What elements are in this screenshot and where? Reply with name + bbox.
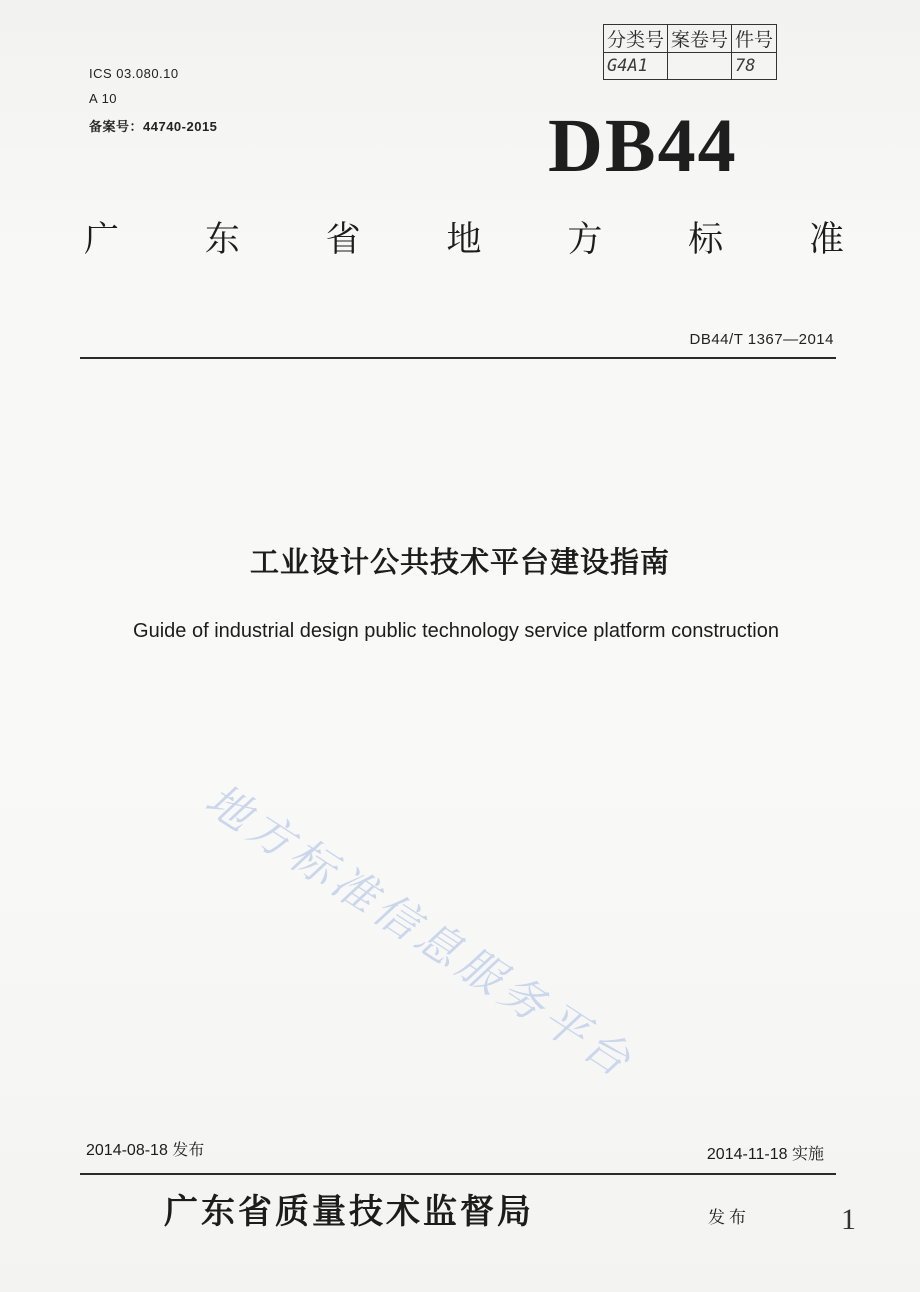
watermark: 地方标准信息服务平台 [196, 774, 644, 1090]
standard-logo: DB44 [548, 104, 738, 188]
standard-category-heading [84, 212, 844, 262]
heading-char: 准 [808, 220, 844, 260]
filing-number: 备案号：44740-2015 [89, 119, 218, 134]
release-date: 2014-08-18 发布 [86, 1142, 205, 1159]
footer-divider [80, 1173, 836, 1175]
stamp-header-file: 案卷号 [668, 25, 732, 53]
stamp-value-item: 78 [732, 53, 777, 80]
page-number: 1 [841, 1203, 856, 1236]
document-number: DB44/T 1367—2014 [689, 331, 834, 348]
title-english: Guide of industrial design public technology service platform construction [133, 620, 779, 642]
stamp-value-file [668, 53, 732, 80]
archive-stamp [603, 24, 777, 80]
ics-code: ICS 03.080.10 [89, 66, 179, 81]
issuer-suffix: 发布 [708, 1208, 750, 1228]
heading-char: 标 [688, 220, 724, 260]
heading-char: 东 [204, 220, 240, 260]
stamp-header-category: 分类号 [604, 25, 668, 53]
heading-char: 地 [446, 220, 482, 260]
stamp-header-item: 件号 [732, 25, 777, 53]
heading-char: 广 [84, 220, 120, 260]
heading-char: 省 [325, 220, 361, 260]
header-divider [80, 357, 836, 359]
effective-date: 2014-11-18 实施 [706, 1146, 824, 1163]
issuing-authority: 广东省质量技术监督局 [164, 1192, 534, 1232]
heading-char: 方 [567, 220, 603, 260]
title-chinese: 工业设计公共技术平台建设指南 [249, 545, 670, 579]
stamp-value-category: G4A1 [604, 53, 668, 80]
ccs-code: A 10 [89, 91, 118, 106]
